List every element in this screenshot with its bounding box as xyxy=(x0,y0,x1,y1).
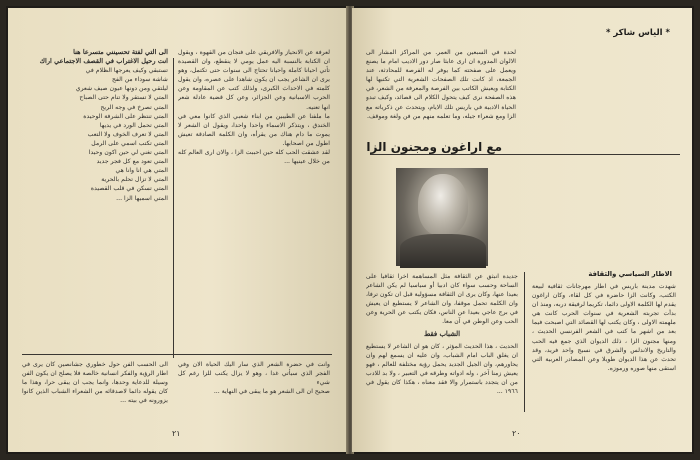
text-paragraph: شاشة سوداء من الفج xyxy=(112,76,168,84)
text-paragraph: انت رحيل الاغتراب في القصف الاجتماعي اراك xyxy=(39,57,168,66)
text-paragraph: المتي اسميها الزا ... xyxy=(116,194,168,202)
text-paragraph: المتي لا تعرف الخوف ولا التعب xyxy=(87,130,168,138)
page-number-right: ٢٠ xyxy=(512,429,521,438)
text-paragraph: الى التي لفتة تحسينني متسرعا هنا xyxy=(73,48,168,56)
text-paragraph: المتي تصرخ في وجه الريح xyxy=(100,103,168,111)
portrait-head-shape xyxy=(418,174,468,236)
left-page-bottom-right-text xyxy=(178,360,330,414)
portrait-photo xyxy=(396,168,488,266)
right-page-left-column xyxy=(366,272,518,412)
column-divider-right xyxy=(524,272,525,412)
text-paragraph: المتي لا تزال تحلم بالحرية xyxy=(101,176,168,184)
text-paragraph: صحيح ان الى الشعر هو ما يبقى في النهاية ... xyxy=(213,388,330,396)
left-page-section-rule xyxy=(22,354,332,355)
text-paragraph: لحدة في السبعين من العمر. من المراكز المشار الى الالوان المدورة ان ارى عابثا صار دور الاديب امام ما يصنع ويعمل على صفحته كما يوفر له الفرصة للمحادثة، عند الجمعة، اذ كانت تلك الصفحات الشعرية التي تكتبها لها الكتابة ويعيش الكاتب بين الفرصة والمعرفة من الشعر، في هذه الصفحة نرى كيف يتحول الكلام الى قصائد، وكيف تبدو الحياة الادبية في باريس تلك الايام، ويتحدث عن ذكرياته مع الزا ومع شعراء جيله، وما تعلمه منهم من فن ولغة وموقف. xyxy=(366,49,516,120)
text-paragraph: تستبقي وكيف يعرجها الظلام في xyxy=(85,67,168,75)
right-page xyxy=(352,8,692,452)
text-paragraph: ليلتقي ومن دونها عيون صيف شعري xyxy=(75,85,168,93)
magazine-spread xyxy=(6,6,694,454)
text-paragraph: المتي تعود مع كل فجر جديد xyxy=(96,158,168,166)
section-heading-youth: الشباب فقط xyxy=(423,329,461,338)
left-page-left-column-poem xyxy=(22,48,168,324)
left-page-right-column xyxy=(178,48,330,378)
text-paragraph: المتي تنتظر على الشرفة الوحيدة xyxy=(83,112,168,120)
text-paragraph: لعرفة عن الانحياز والافريقي على فنجان من القهوة ، ويقول ان الكتابة بالنسبة اليه عمل يومي لا ينقطع، وان القصيدة تأتي احيانا كاملة واحيانا تحتاج الى سنوات حتى تكتمل، وهو يرى ان الشاعر يجب ان يكون شاهدا على عصره، وان يقول كلمته في الاحداث الكبرى، ولذلك كتب عن المقاومة وعن الحرب الاسبانية وعن الجزائر، وعن كل قضية عادلة شعر انها تعنيه. xyxy=(178,49,330,111)
text-paragraph: المتي هي انا وانا هي xyxy=(115,167,168,175)
right-page-right-column xyxy=(532,282,676,412)
text-paragraph: وانت في حضرة الشعر الذي سار اليك الحياة الان وفي الفجر الذي سيأتي غدا ، وهو لا يزال يكتب للزا رغم كل شيء xyxy=(178,361,330,387)
right-page-intro-column xyxy=(366,48,516,140)
text-paragraph: شهدت مدينة باريس في اطار مهرجانات ثقافية لبيعة الكتب، وكانت الزا حاضرة في كل لقاء، وكان اراغون يقدم لها الكلمة الاولى دائما، تكريما لرفيقة دربه، ومنذ ان بدأت تجربته الشعرية في سنوات الحرب كانت هي ملهمته الاولى ، وكان يكتب لها القصائد التي اصبحت فيما بعد من اشهر ما كتب في الشعر الفرنسي الحديث ، ومنها مجنون الزا ، ذلك الديوان الذي جمع فيه الحب والتاريخ والاندلس والشرق في نسيج واحد فريد، وقد تحدث عن هذا الديوان طويلا وعن المصادر العربية التي استقى منها صوره ورموزه. xyxy=(532,283,676,372)
author-byline: * الياس شاكر * xyxy=(605,28,670,38)
column-divider xyxy=(173,58,174,358)
text-paragraph: جديدة انبثق عن الثقافة مثل المساهمة اخرا ثقافيا على الساحة وحسب سواء كان ادبيا أو سياسيا لم يكن الشاعر بعيدا عنها، وكان يرى ان الثقافة مسؤولية قبل ان تكون ترفا، وان الكلمة تحمل موقفا، وان الشاعر لا يستطيع ان يعيش في برج عاجي بعيدا عن الناس، فكان يكتب عن الحرية وعن الحب وعن الوطن في آن معا. xyxy=(366,273,518,326)
text-paragraph: ما ملفنا عن الطيبين من ابناء شعبي الذي كانوا معي في الخندق ، ويتذكر الاسماء واحدا واحدا، ويقول ان الشعر لا يموت ما دام هناك من يقرأه، وان الكلمة الصادقة تعيش اطول من اصحابها. xyxy=(178,112,330,147)
section-heading-politics-culture: الاطار السياسي والثقافة xyxy=(588,270,672,278)
text-paragraph: المتي تكتب اسمي على الرمل xyxy=(91,139,168,147)
page-number-left: ٢١ xyxy=(172,429,181,438)
left-page-bottom-left-text xyxy=(22,360,168,414)
portrait-shoulder-shape xyxy=(400,234,486,268)
article-title: مع اراغون ومجنون الزا xyxy=(366,140,502,154)
text-paragraph: المتي تغني لي حين اكون وحيدا xyxy=(88,149,168,157)
text-paragraph: المتي تحمل الورد في يديها xyxy=(99,121,168,129)
title-rule xyxy=(370,154,680,155)
text-paragraph: المتي لا تستقر ولا تنام حتى الصباح xyxy=(79,94,168,102)
left-page xyxy=(8,8,348,452)
text-paragraph: لقد عشقت الحب كله حين احببت الزا ، والان ارى العالم كله من خلال عينيها ... xyxy=(178,149,330,166)
text-paragraph: الحديث ، هذا الحديث المؤثر ، كان هو ان الشاعر لا يستطيع ان يغلق الباب امام الشباب، وان عليه ان يسمع لهم وان يحاورهم، وان الجيل الجديد يحمل رؤية مختلفة للعالم ، فهو يعيش زمنا آخر ، وله ادواته وطرقه في التعبير ، ولا بد للادب من ان يتجدد باستمرار والا فقد معناه ، هكذا كان يقول في ١٩٦٦ ... xyxy=(366,342,518,396)
text-paragraph: المتي تسكن في قلب القصيدة xyxy=(90,185,168,193)
text-paragraph: الى الحسب الفن حول خطوري جشانصين كان يرى في اطار الرؤية والفكر انسانية خالصة فلا يصلح ان يكون الفن وسيلة للدعاية وحدها، وانما يجب ان يبقى حرا، وهذا ما كان يقوله دائما لاصدقائه من الشعراء الشباب الذين كانوا يزورونه في بيته ... xyxy=(22,361,168,405)
